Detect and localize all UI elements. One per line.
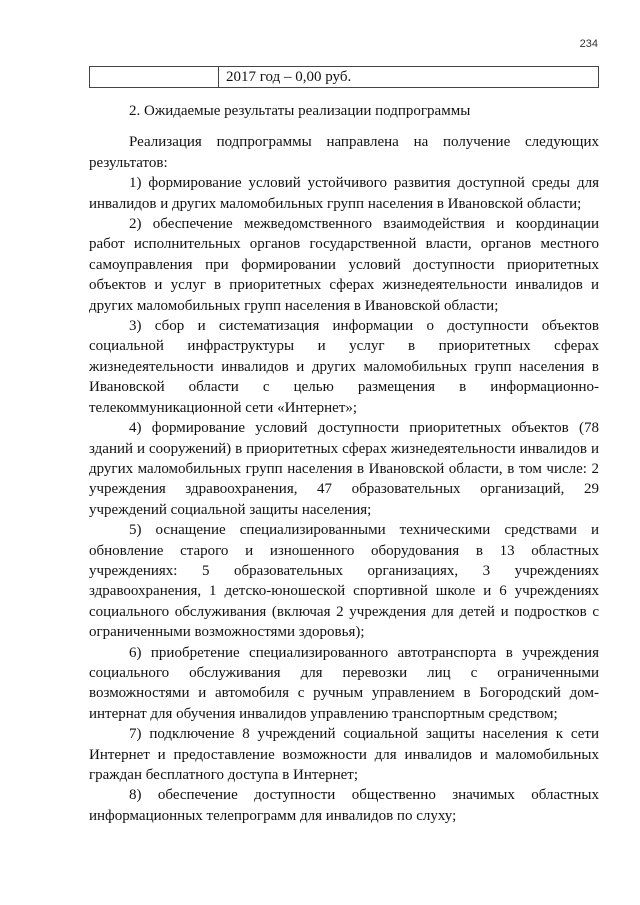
table-cell-funding: 2017 год – 0,00 руб. — [226, 69, 352, 85]
page-number: 234 — [579, 38, 598, 50]
result-item-8: 8) обеспечение доступности общественно значимых областных информационных телепрограмм для инвалидов по слуху; — [89, 787, 599, 824]
result-item-5: 5) оснащение специализированными техническими средствами и обновление старого и изношенного оборудования в 13 областных учреждениях: 5 образовательных организациях, 3 учреждениях здравоохранения, 1 детско-юношеской спортивной школе и 6 учреждениях социального обслуживания (включая 2 учреждения для детей и подростков с ограниченными возможностями здоровья); — [89, 522, 599, 641]
result-item-3: 3) сбор и систематизация информации о доступности объектов социальной инфраструктуры и услуг в приоритетных сферах жизнедеятельности инвалидов и других маломобильных групп населения в Ивановской области с целью размещения в информационно-телекоммуникационной сети «Интернет»; — [89, 318, 599, 416]
result-item-1: 1) формирование условий устойчивого развития доступной среды для инвалидов и других маломобильных групп населения в Ивановской области; — [89, 175, 599, 212]
result-item-2: 2) обеспечение межведомственного взаимодействия и координации работ исполнительных органов государственной власти, органов местного самоуправления при формировании условий доступности приоритетных объектов и услуг в приоритетных сферах жизнедеятельности инвалидов и других маломобильных групп населения в Ивановской области; — [89, 216, 599, 314]
section-heading: 2. Ожидаемые результаты реализации подпрограммы — [129, 103, 471, 119]
budget-table-row — [89, 66, 599, 88]
result-item-6: 6) приобретение специализированного автотранспорта в учреждения социального обслуживания для перевозки лиц с ограниченными возможностями и автомобиля с ручным управлением в Богородский дом-интернат для обучения инвалидов управлению транспортным средством; — [89, 644, 599, 722]
document-body — [89, 101, 599, 826]
result-item-4: 4) формирование условий доступности приоритетных объектов (78 зданий и сооружений) в приоритетных сферах жизнедеятельности инвалидов и других маломобильных групп населения в Ивановской области, в том числе: 2 учреждения здравоохранения, 47 образовательных организаций, 29 учреждений социальной защиты населения; — [89, 420, 599, 518]
table-cell-empty — [90, 67, 219, 87]
result-item-7: 7) подключение 8 учреждений социальной защиты населения к сети Интернет и предоставление возможности для инвалидов и маломобильных граждан бесплатного доступа в Интернет; — [89, 726, 599, 783]
intro-paragraph: Реализация подпрограммы направлена на получение следующих результатов: — [89, 134, 599, 171]
